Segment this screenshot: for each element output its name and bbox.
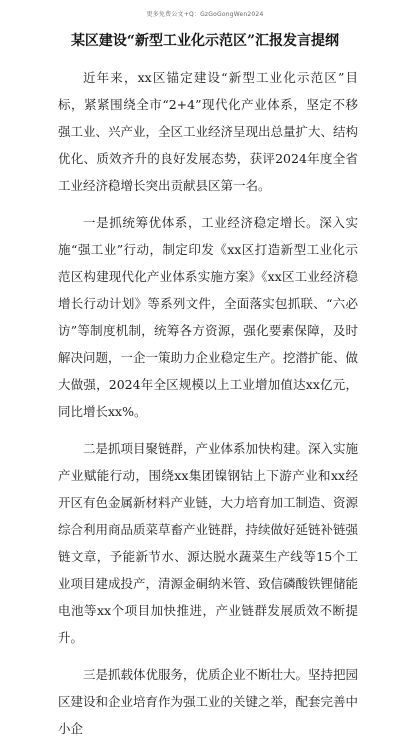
paragraph-intro: 近年来，xx区锚定建设“新型工业化示范区”目标，紧紧围绕全市“2+4”现代化产业体系，坚定不移强工业、兴产业，全区工业经济呈现出总量扩大、结构优化、质效齐升的良好发展态势，获评2024年度全省工业经济稳增长突出贡献县区第一名。 <box>58 70 359 193</box>
paragraph-point-three: 三是抓载体优服务，优质企业不断壮大。坚持把园区建设和企业培育作为强工业的关键之举，配套完善中小企 <box>58 667 359 736</box>
paragraph-point-one: 一是抓统筹优体系，工业经济稳定增长。深入实施“强工业”行动，制定印发《xx区打造新型工业化示范区构建现代化产业体系实施方案》《xx区工业经济稳增长行动计划》等系列文件，全面落实包抓联、“六必访”等制度机制，统筹各方资源，强化要素保障，及时解决问题，一企一策助力企业稳定生产。挖潜扩能、做大做强，2024年全区规模以上工业增加值达xx亿元，同比增长xx%。 <box>58 215 359 419</box>
document-title: 某区建设“新型工业化示范区”汇报发言提纲 <box>70 33 340 49</box>
header-note: 更多免费公文+Q：GzGoGongWen2024 <box>146 11 264 18</box>
paragraph-point-two: 二是抓项目聚链群，产业体系加快构建。深入实施产业赋能行动，围绕xx集团镍钢钴上下游产业和xx经开区有色金属新材料产业链，大力培育加工制造、资源综合利用商品质菜草畜产业链群，持续做好延链补链强链文章，予能新节水、源达脱水蔬菜生产线等15个工业项目建成投产，清源金硐纳米管、致信磷酸铁锂储能电池等xx个项目加快推进，产业链群发展质效不断提升。 <box>58 441 359 645</box>
document-body <box>58 64 358 752</box>
